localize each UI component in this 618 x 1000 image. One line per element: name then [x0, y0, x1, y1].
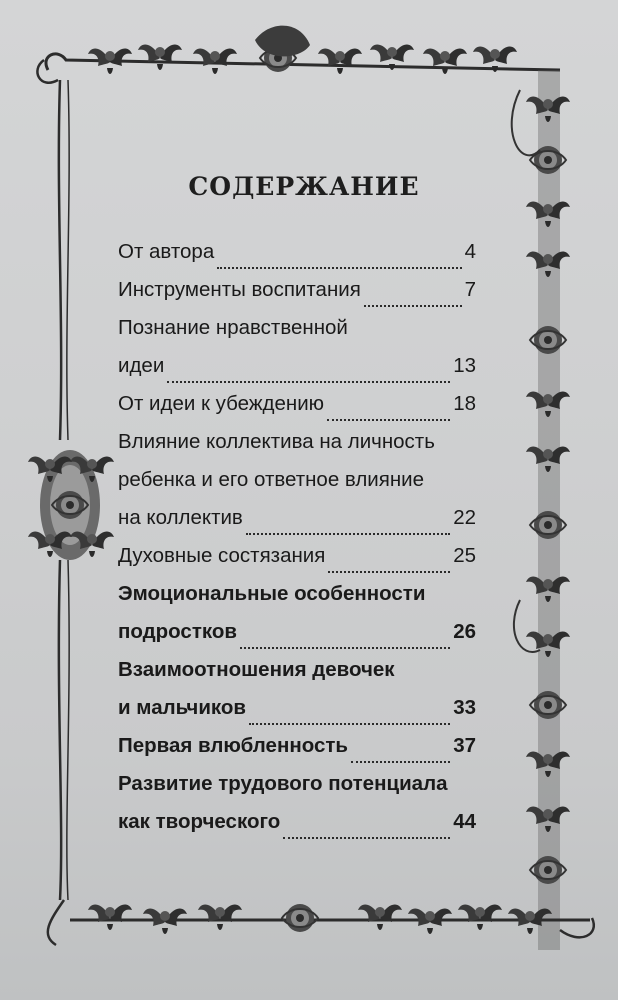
toc-entry-title: Развитие трудового потенциала [118, 772, 448, 795]
toc-entry [118, 658, 476, 734]
toc-page-number: 26 [453, 620, 476, 643]
toc-page-number: 22 [453, 506, 476, 529]
toc-page-number: 44 [453, 810, 476, 833]
toc-entry-title: подростков [118, 620, 237, 643]
toc-page-number: 37 [453, 734, 476, 757]
toc-line [118, 278, 476, 316]
leader-dots [351, 747, 450, 763]
toc-entry-title: ребенка и его ответное влияние [118, 468, 425, 491]
toc-page-number: 7 [464, 278, 476, 301]
toc-line [118, 582, 476, 620]
toc-page-number: 25 [453, 544, 476, 567]
toc-page-number: 18 [453, 392, 476, 415]
toc-line [118, 620, 476, 658]
leader-dots [217, 253, 461, 269]
leader-dots [328, 557, 450, 573]
toc-entry-title: Духовные состязания [118, 544, 326, 567]
toc-line [118, 354, 476, 392]
leader-dots [364, 291, 462, 307]
toc-line [118, 506, 476, 544]
toc-entry-title: и мальчиков [118, 696, 247, 719]
leader-dots [283, 823, 450, 839]
toc-entry [118, 544, 476, 582]
toc-line [118, 696, 476, 734]
toc-entry-title: Влияние коллектива на личность [118, 430, 435, 453]
toc-entry [118, 772, 476, 848]
toc-line [118, 316, 476, 354]
leader-dots [240, 633, 450, 649]
right-column-ornament [512, 70, 570, 950]
toc-entry-title: Первая влюбленность [118, 734, 349, 757]
toc-entry [118, 582, 476, 658]
toc-entry-title: Эмоциональные особенности [118, 582, 426, 605]
leader-dots [167, 367, 450, 383]
toc-line [118, 810, 476, 848]
toc-entry [118, 240, 476, 278]
toc-entry-title: От автора [118, 240, 215, 263]
toc-entry [118, 278, 476, 316]
toc-line [118, 772, 476, 810]
toc-entry [118, 430, 476, 544]
toc-entry [118, 734, 476, 772]
toc-page-number: 13 [453, 354, 476, 377]
toc-entry [118, 316, 476, 392]
toc-line [118, 734, 476, 772]
toc-line [118, 392, 476, 430]
toc-line [118, 544, 476, 582]
leader-dots [246, 519, 450, 535]
toc-entry-title: Познание нравственной [118, 316, 348, 339]
toc-page-number: 33 [453, 696, 476, 719]
toc-entry-title: идеи [118, 354, 165, 377]
left-medallion [28, 450, 114, 560]
toc-entry-title: как творческого [118, 810, 281, 833]
toc-line [118, 658, 476, 696]
toc-line [118, 468, 476, 506]
toc-entry-title: Инструменты воспитания [118, 278, 361, 301]
leader-dots [249, 709, 450, 725]
toc-entry-title: От идеи к убеждению [118, 392, 325, 415]
toc-entry [118, 392, 476, 430]
toc-entry-title: на коллектив [118, 506, 243, 529]
page-title: СОДЕРЖАНИЕ [188, 172, 420, 201]
toc-page-number: 4 [464, 240, 476, 263]
toc-line [118, 430, 476, 468]
toc-entry-title: Взаимоотношения девочек [118, 658, 395, 681]
toc-line [118, 240, 476, 278]
leader-dots [327, 405, 450, 421]
